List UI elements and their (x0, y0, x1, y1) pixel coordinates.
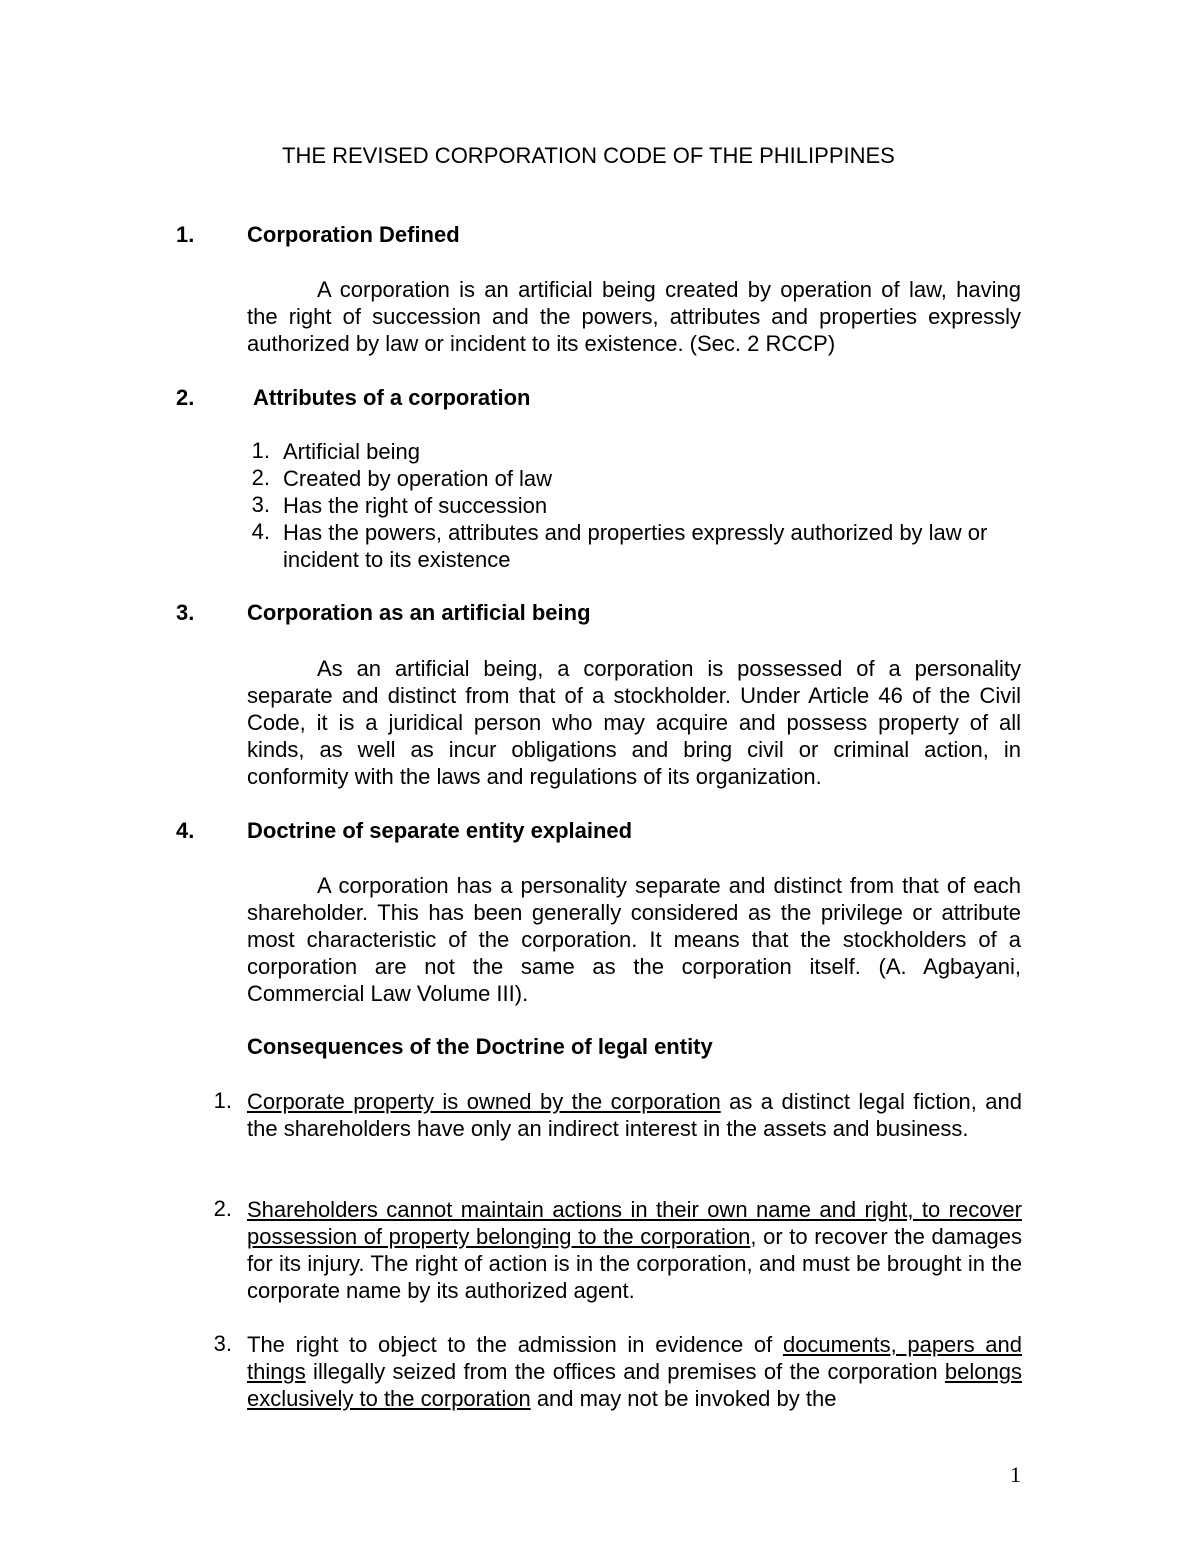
consequence-item-text (247, 1331, 1022, 1412)
attribute-item-text: Artificial being (283, 439, 420, 464)
section-4-body (247, 872, 1021, 1007)
section-4-body-text: A corporation has a personality separate and distinct from that of each shareholder. This has been generally considered as the privilege or attribute most characteristic of the corporation. It means that the stockholders of a corporation are not the same as the corporation itself. (A. Agbayani, Commercial Law Volume III). (247, 873, 1021, 1006)
section-1-body-text: A corporation is an artificial being created by operation of law, having the right of succession and the powers, attributes and properties expressly authorized by law or incident to its existence. (Sec. 2 RCCP) (247, 277, 1021, 356)
consequences-heading: Consequences of the Doctrine of legal entity (247, 1034, 713, 1059)
section-1-number: 1. (176, 222, 195, 247)
attribute-item-text: Has the right of succession (283, 493, 548, 518)
section-1-body (247, 276, 1021, 357)
section-2-number: 2. (176, 385, 195, 410)
consequence-item-number: 2. (213, 1196, 232, 1221)
consequence-rest: and may not be invoked by the (530, 1386, 837, 1411)
section-3-body-text: As an artificial being, a corporation is possessed of a personality separate and distinct from that of a stockholder. Under Article 46 of the Civil Code, it is a juridical person who may acquire and possess property of all kinds, as well as incur obligations and bring civil or criminal action, in conformity with the laws and regulations of its organization. (247, 656, 1021, 789)
attribute-item-text: Created by operation of law (283, 466, 553, 491)
underlined-phrase: belongs exclusively to the corporation (247, 1359, 1022, 1411)
attribute-item-number: 4. (251, 519, 270, 544)
section-3-body (247, 655, 1021, 790)
consequence-item-text (247, 1088, 1022, 1142)
section-2-heading: Attributes of a corporation (253, 385, 531, 410)
consequence-item-number: 3. (213, 1331, 232, 1356)
page-number: 1 (1010, 1462, 1021, 1487)
underlined-phrase: Corporate property is owned by the corporation (247, 1089, 721, 1114)
section-4-heading: Doctrine of separate entity explained (247, 818, 633, 843)
underlined-phrase: Shareholders cannot maintain actions in their own name and right, to recover possession of property belonging to the corporation (247, 1197, 1022, 1249)
consequence-rest: , or to recover the damages for its injury. The right of action is in the corporation, and must be brought in the corporate name by its authorized agent. (247, 1224, 1023, 1303)
document-title: THE REVISED CORPORATION CODE OF THE PHILIPPINES (282, 143, 895, 168)
underlined-phrase: documents, papers and things (247, 1332, 1022, 1384)
consequence-pre: The right to object to the admission in evidence of (247, 1332, 783, 1357)
attribute-item-number: 1. (251, 438, 270, 463)
attribute-item-text: Has the powers, attributes and properties expressly authorized by law or incident to its existence (283, 520, 988, 572)
consequence-item-number: 1. (213, 1088, 232, 1113)
consequence-mid: illegally seized from the offices and premises of the corporation (305, 1359, 945, 1384)
attribute-item-number: 2. (251, 465, 270, 490)
section-4-number: 4. (176, 818, 195, 843)
section-3-heading: Corporation as an artificial being (247, 600, 591, 625)
consequence-item-text (247, 1196, 1022, 1304)
consequence-rest: as a distinct legal fiction, and the shareholders have only an indirect interest in the assets and business. (247, 1089, 1023, 1141)
section-1-heading: Corporation Defined (247, 222, 460, 247)
section-3-number: 3. (176, 600, 195, 625)
attribute-item-number: 3. (251, 492, 270, 517)
